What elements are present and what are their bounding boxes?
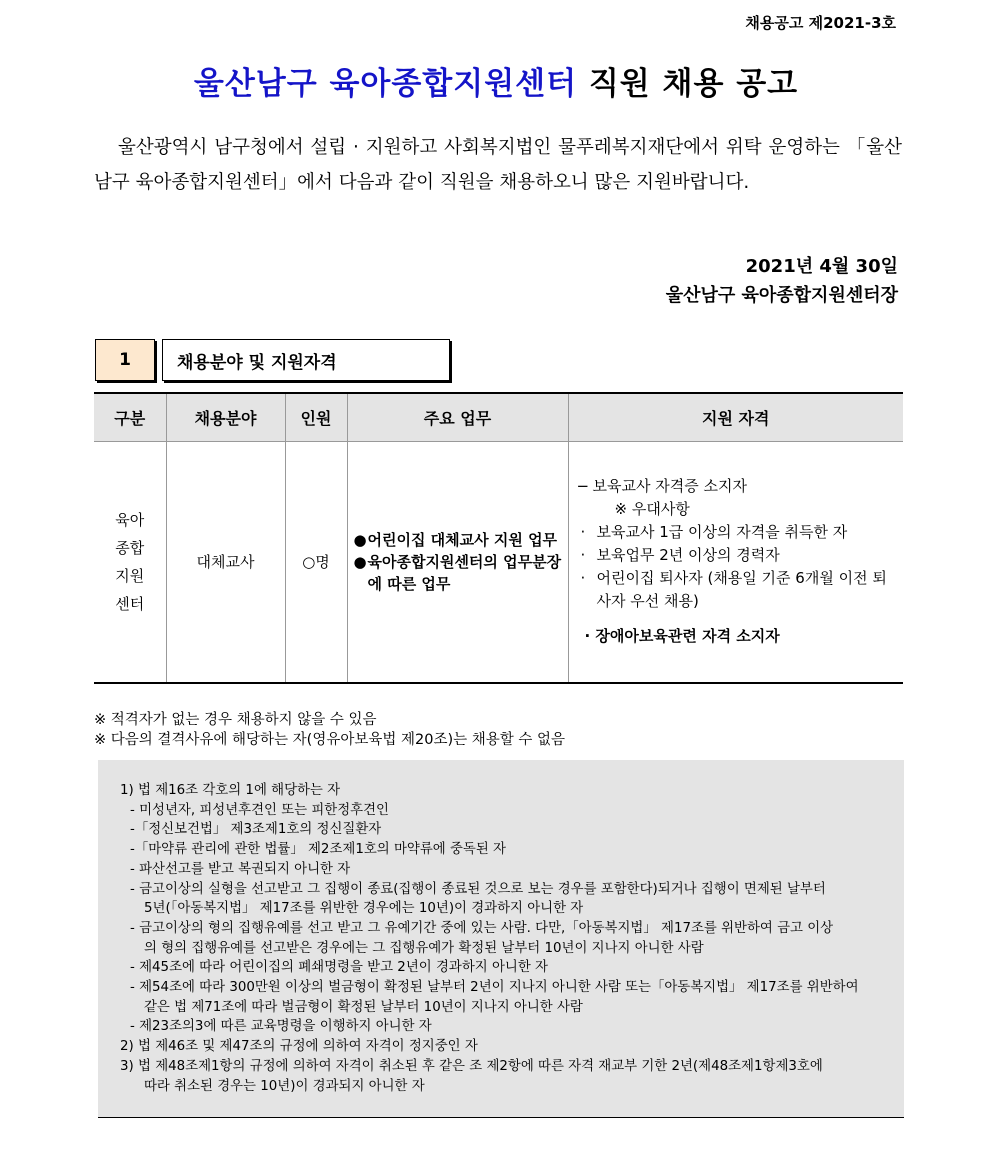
qual-item: · 어린이집 퇴사자 (채용일 기준 6개월 이전 퇴사자 우선 채용) [580,569,887,611]
header-duties: 주요 업무 [347,393,568,441]
list-item: -「정신보건법」 제3조제1호의 정신질환자 [130,822,382,838]
duty-item: ● 육아종합지원센터의 업무분장에 따른 업무 [353,552,562,593]
list-item: 3) 법 제48조제1항의 규정에 의하여 자격이 취소된 후 같은 조 제2항에 따른 자격 재교부 기한 2년(제48조제1항제3호에 [120,1058,823,1074]
disqualification-box [98,760,904,1118]
list-item: - 미성년자, 피성년후견인 또는 피한정후견인 [130,802,389,818]
list-item: 5년(「아동복지법」 제17조를 위반한 경우에는 10년)이 경과하지 아니한 자 [144,901,584,917]
qual-item: · 보육업무 2년 이상의 경력자 [575,544,898,567]
list-item: - 제45조에 따라 어린이집의 폐쇄명령을 받고 2년이 경과하지 아니한 자 [130,960,548,976]
middot-icon: · [580,523,586,542]
middot-icon: · [580,546,586,565]
list-item: - 제23조의3에 따른 교육명령을 이행하지 아니한 자 [130,1019,432,1035]
duty-item: ● 어린이집 대체교사 지원 업무 [353,530,558,549]
cell-field: 대체교사 [166,441,285,683]
page-title [0,58,992,103]
cell-count: ○명 [285,441,347,683]
title-center-name: 울산남구 육아종합지원센터 [193,66,578,102]
list-item: - 파산선고를 받고 복권되지 아니한 자 [130,861,351,877]
middot-icon: · [580,569,586,588]
qual-item: · 보육교사 1급 이상의 자격을 취득한 자 [575,521,898,544]
title-suffix: 직원 채용 공고 [588,66,799,102]
header-qualifications: 지원 자격 [568,393,903,441]
section-title: 채용분야 및 지원자격 [162,339,450,381]
cell-qualifications [568,441,903,683]
qual-special: · 장애아보육관련 자격 소지자 [584,627,780,646]
list-item: 같은 법 제71조에 따라 벌금형이 확정된 날부터 10년이 지나지 아니한 사람 [144,999,583,1015]
notice-issuer: 울산남구 육아종합지원센터장 [665,285,898,306]
recruitment-table [94,392,903,684]
list-item: 2) 법 제46조 및 제47조의 규정에 의하여 자격이 정지중인 자 [120,1039,478,1055]
note-line: ※ 다음의 결격사유에 해당하는 자(영유아보육법 제20조)는 채용할 수 없음 [94,732,565,748]
table-header-row [94,393,903,441]
notice-date: 2021년 4월 30일 [745,256,898,277]
qual-main: − 보육교사 자격증 소지자 [575,475,898,498]
intro-paragraph [94,130,902,200]
list-item: 의 형의 집행유예를 선고받은 경우에는 그 집행유예가 확정된 날부터 10년이 지나지 아니한 사람 [144,940,704,956]
header-field: 채용분야 [166,393,285,441]
list-item: 1) 법 제16조 각호의 1에 해당하는 자 [120,783,341,798]
qual-preference-label: ※ 우대사항 [614,500,690,519]
cell-duties [347,441,568,683]
bullet-icon: ● [353,552,367,571]
header-count: 인원 [285,393,347,441]
list-item: - 금고이상의 실형을 선고받고 그 집행이 종료(집행이 종료된 것으로 보는 경우를 포함한다)되거나 집행이 면제된 날부터 [130,881,826,897]
cell-gubun: 육아 종합 지원 센터 [94,441,166,683]
notice-number: 채용공고 제2021-3호 [745,14,896,32]
dash-icon: − [576,477,590,496]
list-item: - 금고이상의 형의 집행유예를 선고 받고 그 유예기간 중에 있는 사람. 다만,「아동복지법」 제17조를 위반하여 금고 이상 [130,920,834,936]
list-item: - 제54조에 따라 300만원 이상의 벌금형이 확정된 날부터 2년이 지나지 아니한 사람 또는「아동복지법」 제17조를 위반하여 [130,980,859,996]
section-number: 1 [95,339,155,381]
notes [94,710,565,750]
header-gubun: 구분 [94,393,166,441]
bullet-icon: ● [353,530,367,549]
list-item: 따라 취소된 경우는 10년)이 경과되지 아니한 자 [144,1078,425,1094]
note-line: ※ 적격자가 없는 경우 채용하지 않을 수 있음 [94,712,377,728]
list-item: -「마약류 관리에 관한 법률」 제2조제1호의 마약류에 중독된 자 [130,842,506,858]
intro-text: 울산광역시 남구청에서 설립 · 지원하고 사회복지법인 물푸레복지재단에서 위탁 운영하는 「울산남구 육아종합지원센터」에서 다음과 같이 직원을 채용하오니 많은 지원바랍니다. [94,137,902,193]
table-row [94,441,903,683]
